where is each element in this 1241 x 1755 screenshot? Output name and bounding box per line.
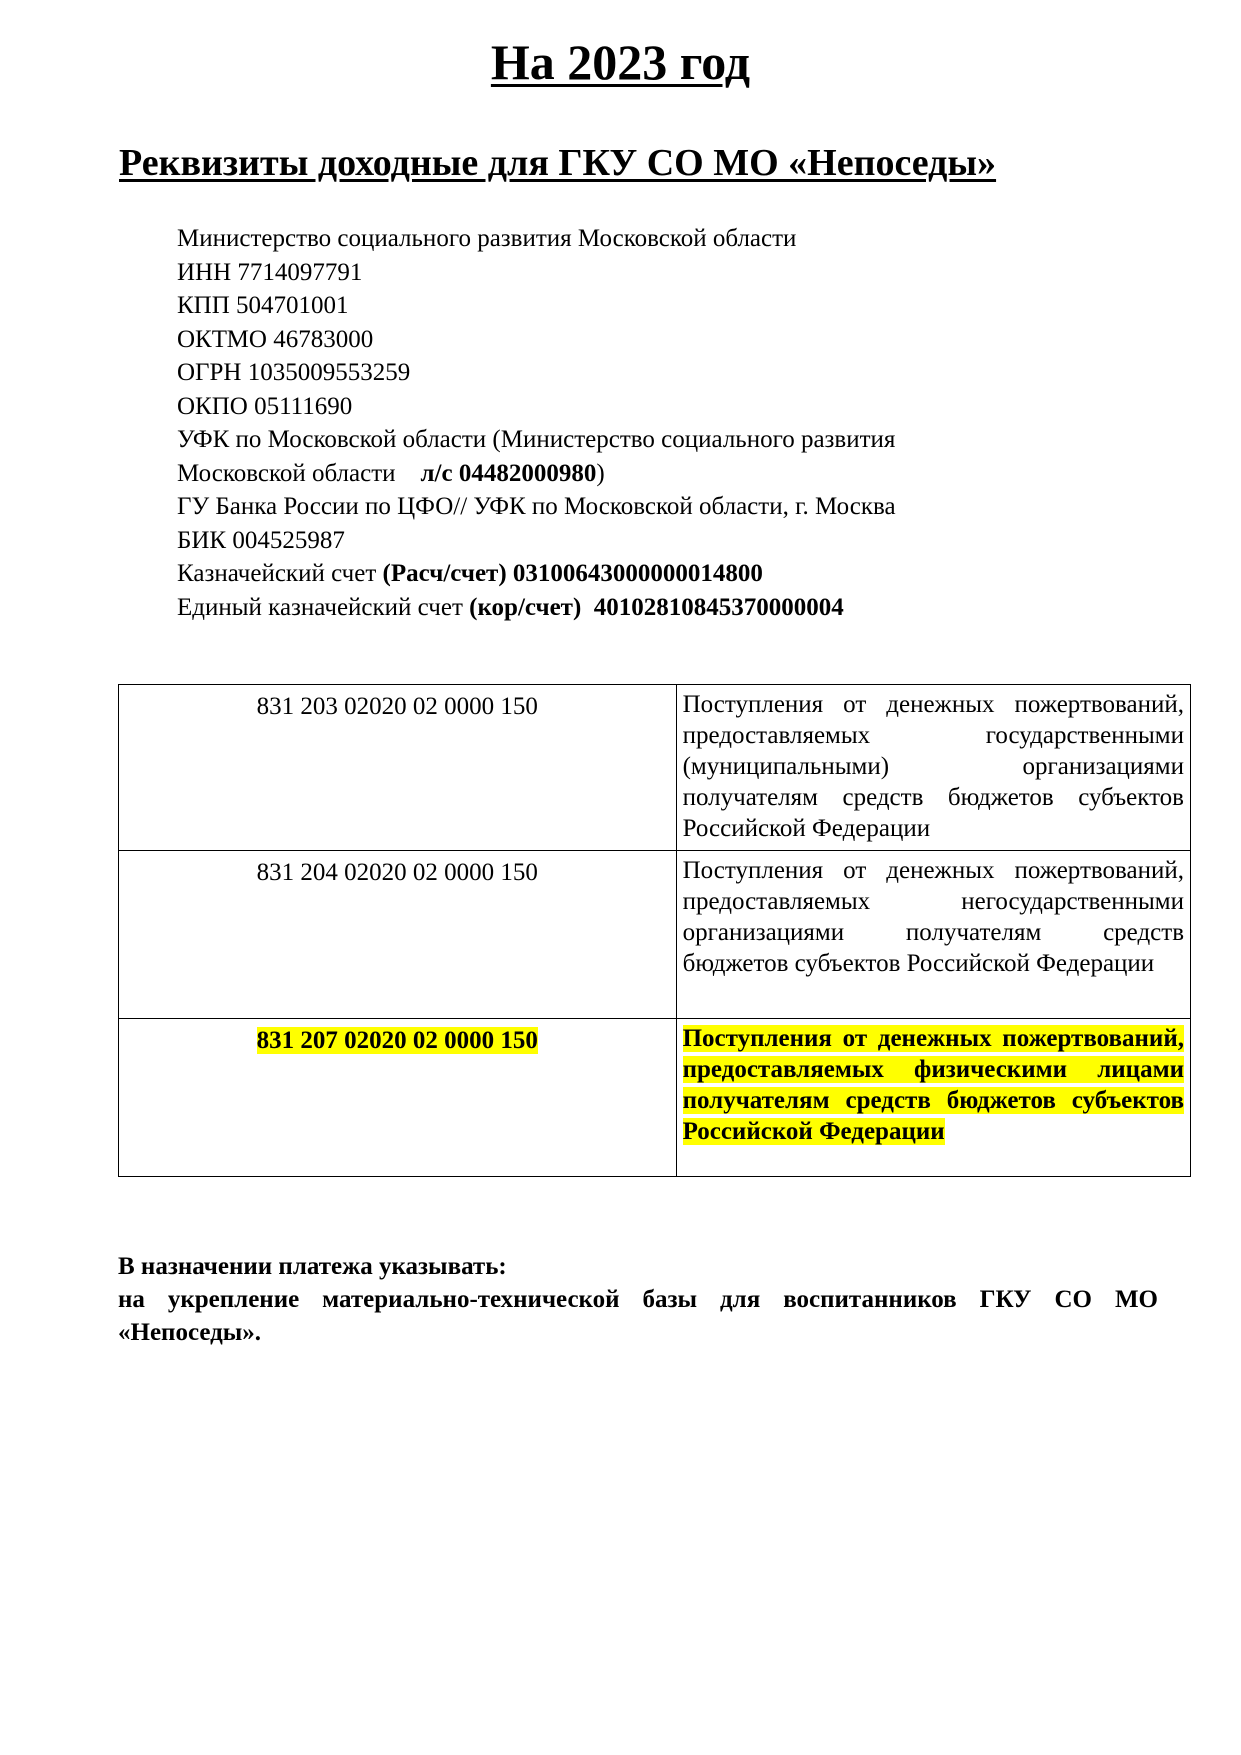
income-code-cell xyxy=(119,1019,677,1177)
treasury-account-label: Казначейский счет xyxy=(177,560,383,587)
treasury-account-value: (Расч/счет) 03100643000000014800 xyxy=(382,560,763,587)
bank-line: ГУ Банка России по ЦФО// УФК по Московской области, г. Москва xyxy=(177,493,896,520)
ufk-line-2-text: Московской области xyxy=(177,459,421,487)
income-description: Поступления от денежных пожертвований, предоставляемых негосударственными организациями получателям средств бюджетов субъектов Российской Федерации xyxy=(682,857,1184,977)
bik-line: БИК 004525987 xyxy=(177,526,345,554)
document-title: Реквизиты доходные для ГКУ СО МО «Непоседы» xyxy=(119,142,997,184)
unified-account-value: (кор/счет) 40102810845370000004 xyxy=(469,593,844,621)
ogrn-line: ОГРН 1035009553259 xyxy=(177,359,411,386)
income-code-cell xyxy=(119,685,677,851)
ufk-line-1: УФК по Московской области (Министерство социального развития xyxy=(177,426,896,453)
income-description-cell xyxy=(676,1019,1190,1177)
payment-purpose-block xyxy=(118,1250,1158,1349)
oktmo-line: ОКТМО 46783000 xyxy=(177,325,374,353)
income-codes-table xyxy=(118,684,1191,1177)
payment-purpose-label: В назначении платежа указывать: xyxy=(118,1253,507,1280)
table-row xyxy=(119,851,1191,1019)
income-description: Поступления от денежных пожертвований, предоставляемых государственными (муниципальными) организациями получателям средств бюджетов субъектов Российской Федерации xyxy=(682,691,1184,842)
ufk-line-2-end: ) xyxy=(596,459,605,487)
income-code: 831 204 02020 02 0000 150 xyxy=(256,859,538,886)
income-description-highlighted: Поступления от денежных пожертвований, предоставляемых физическими лицами получателям средств бюджетов субъектов Российской Федерации xyxy=(682,1025,1184,1145)
year-title: На 2023 год xyxy=(490,34,751,90)
table-row xyxy=(119,685,1191,851)
income-description-cell xyxy=(676,685,1190,851)
unified-account-line xyxy=(177,591,1077,625)
ufk-line-2 xyxy=(177,457,1077,491)
table-row-highlighted xyxy=(119,1019,1191,1177)
income-code: 831 203 02020 02 0000 150 xyxy=(256,693,538,720)
okpo-line: ОКПО 05111690 xyxy=(177,392,353,420)
income-description-cell xyxy=(676,851,1190,1019)
kpp-line: КПП 504701001 xyxy=(177,292,349,319)
requisites-block xyxy=(177,222,1077,624)
inn-line: ИНН 7714097791 xyxy=(177,258,363,286)
income-code-cell xyxy=(119,851,677,1019)
treasury-account-line xyxy=(177,557,1077,591)
ministry-name: Министерство социального развития Московской области xyxy=(177,225,797,252)
personal-account: л/с 04482000980 xyxy=(420,459,597,487)
income-code-highlighted: 831 207 02020 02 0000 150 xyxy=(256,1027,538,1054)
unified-account-label: Единый казначейский счет xyxy=(177,593,470,621)
payment-purpose-text: на укрепление материально-технической базы для воспитанников ГКУ СО МО «Непоседы». xyxy=(118,1286,1158,1346)
